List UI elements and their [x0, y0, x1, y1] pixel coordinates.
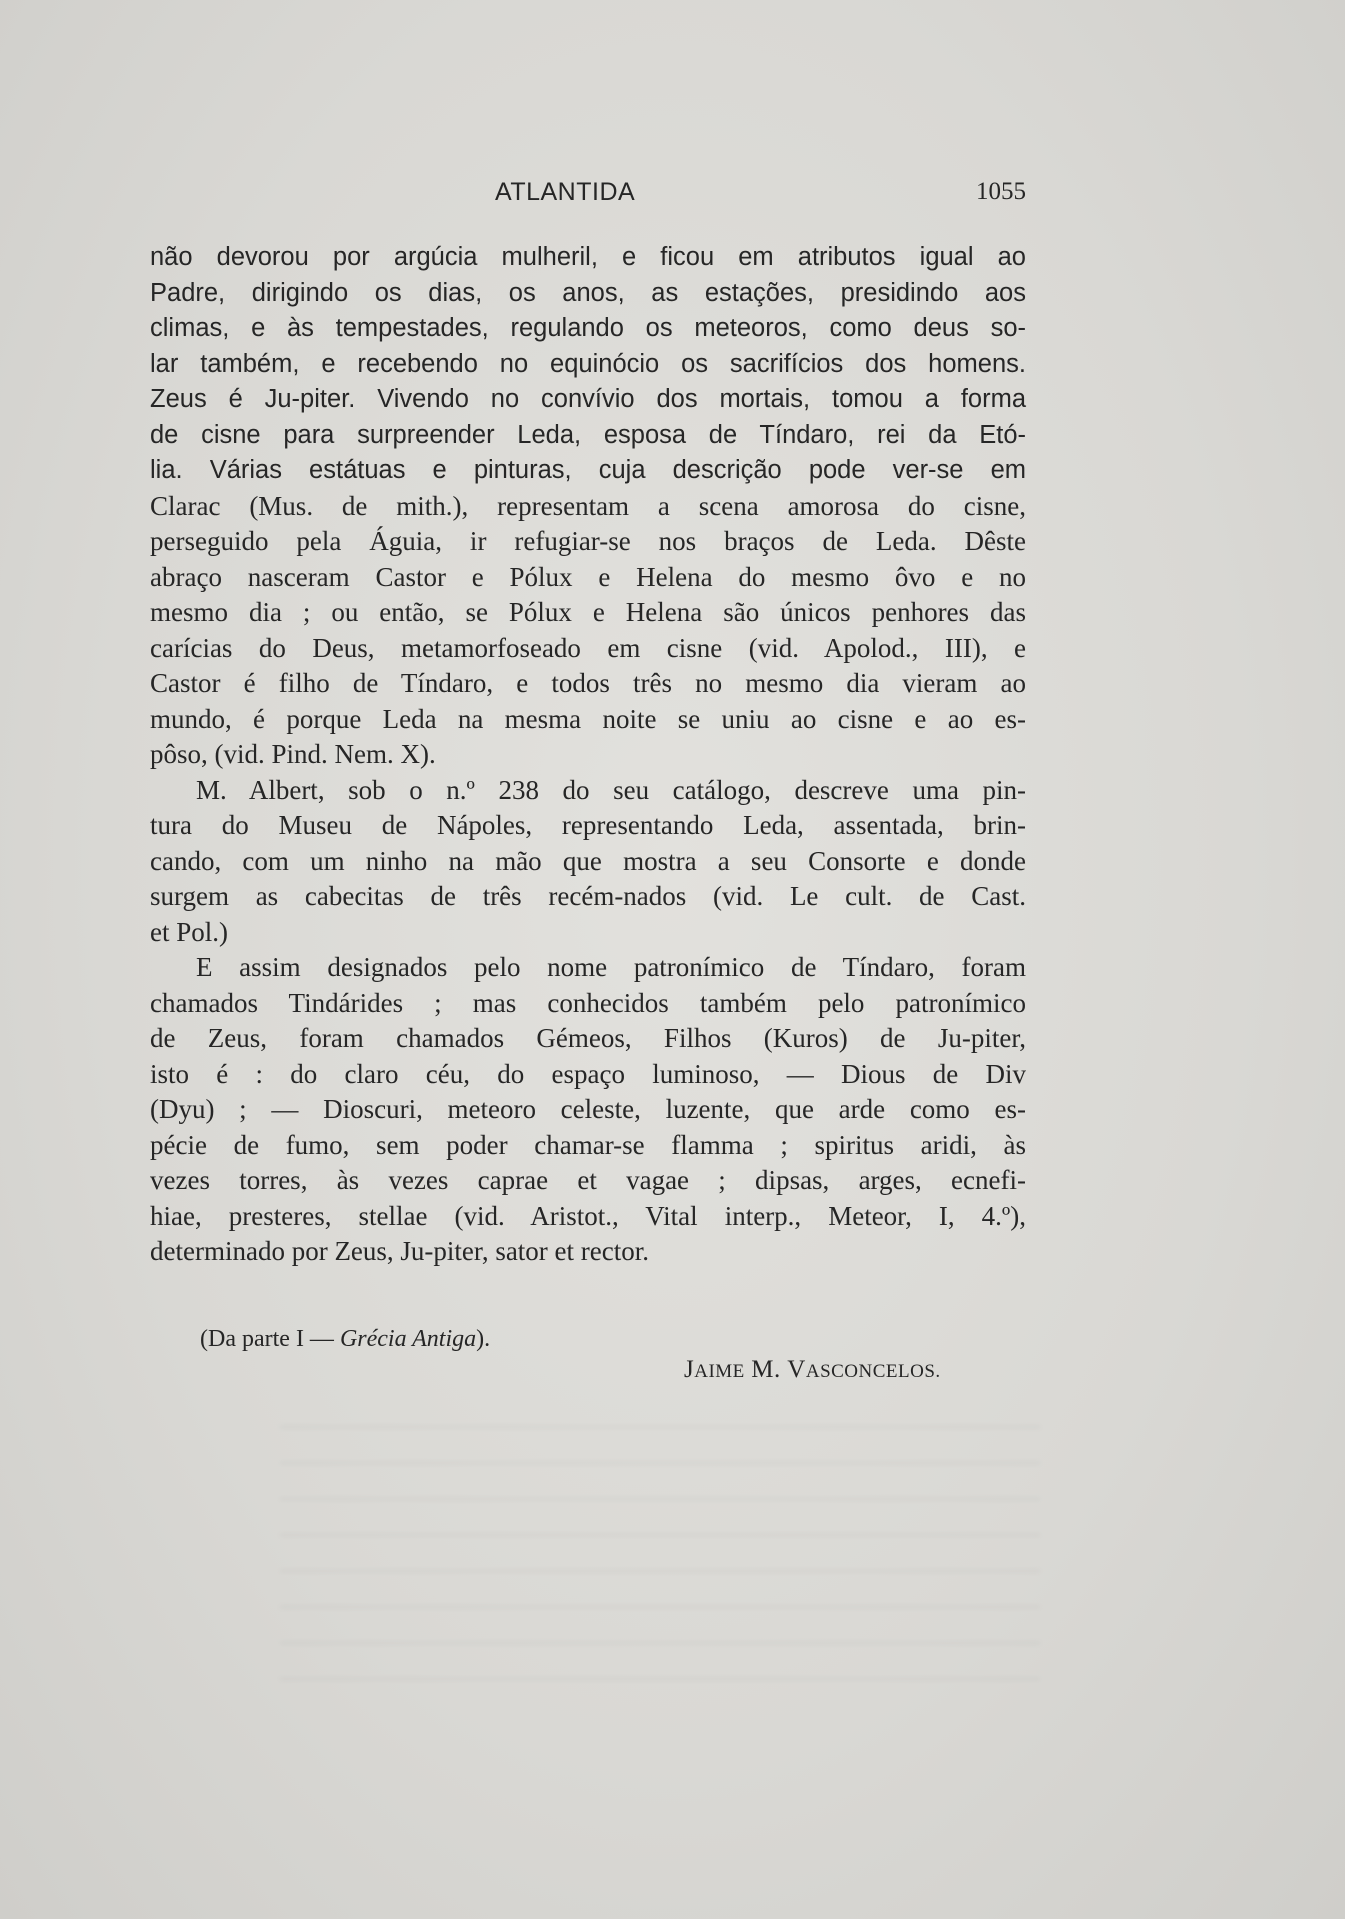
text-line: abraço nasceram Castor e Pólux e Helena do mesmo ôvo e no: [150, 561, 1026, 592]
text-line: surgem as cabecitas de três recém-nados (vid. Le cult. de Cast.: [150, 881, 1026, 911]
author-last-initial: V: [787, 1356, 806, 1383]
running-title: ATLANTIDA: [495, 178, 636, 206]
text-line: et Pol.): [150, 916, 228, 947]
text-line: carícias do Deus, metamorfoseado em cisne (vid. Apolod., III), e: [150, 632, 1026, 663]
source-title: Grécia Antiga: [339, 1326, 477, 1352]
text-line: climas, e às tempestades, regulando os meteoros, como deus so-: [150, 314, 1026, 342]
text-line: tura do Museu de Nápoles, representando Leda, assentada, brin-: [150, 810, 1026, 840]
text-line: pôso, (vid. Pind. Nem. X).: [150, 739, 436, 769]
source-note: [200, 1326, 490, 1353]
author-last-rest: ASCONCELOS.: [805, 1361, 941, 1382]
text-line: de Zeus, foram chamados Gémeos, Filhos (Kuros) de Ju-piter,: [150, 1023, 1026, 1053]
page-number: 1055: [976, 178, 1026, 205]
body-text: [150, 240, 1026, 1270]
text-line: vezes torres, às vezes caprae et vagae ; dipsas, arges, ecnefi-: [150, 1165, 1026, 1195]
bleed-through-texture: [280, 1400, 1040, 1700]
source-suffix: ).: [476, 1326, 491, 1352]
text-line: de cisne para surpreender Leda, esposa de Tíndaro, rei da Etó-: [150, 420, 1026, 449]
text-line: (Dyu) ; — Dioscuri, meteoro celeste, luzente, que arde como es-: [150, 1094, 1026, 1124]
text-line: pécie de fumo, sem poder chamar-se flamma ; spiritus aridi, às: [150, 1129, 1026, 1160]
text-line: Padre, dirigindo os dias, os anos, as estações, presidindo aos: [150, 278, 1026, 307]
page-header: [150, 178, 1026, 208]
text-line: Zeus é Ju-piter. Vivendo no convívio dos mortais, tomou a forma: [150, 385, 1026, 413]
text-line: hiae, presteres, stellae (vid. Aristot., Vital interp., Meteor, I, 4.º),: [150, 1200, 1026, 1231]
text-line: perseguido pela Águia, ir refugiar-se nos braços de Leda. Dêste: [150, 526, 1026, 556]
text-line: não devorou por argúcia mulheril, e ficou em atributos igual ao: [150, 243, 1026, 271]
text-line: determinado por Zeus, Ju-piter, sator et rector.: [150, 1236, 649, 1266]
author-first-initial: J: [684, 1356, 695, 1383]
text-line: isto é : do claro céu, do espaço luminoso, — Dious de Div: [150, 1058, 1026, 1089]
source-prefix: (Da parte I —: [200, 1326, 340, 1352]
text-line: M. Albert, sob o n.º 238 do seu catálogo, descreve uma pin-: [196, 774, 1026, 805]
author-signature: [684, 1356, 941, 1384]
text-line: lar também, e recebendo no equinócio os sacrifícios dos homens.: [150, 349, 1026, 378]
text-line: lia. Várias estátuas e pinturas, cuja descrição pode ver-se em: [150, 456, 1026, 484]
author-first-rest: AIME: [694, 1361, 745, 1382]
text-line: Clarac (Mus. de mith.), representam a scena amorosa do cisne,: [150, 490, 1026, 521]
text-line: mundo, é porque Leda na mesma noite se uniu ao cisne e ao es-: [150, 703, 1026, 734]
text-line: Castor é filho de Tíndaro, e todos três no mesmo dia vieram ao: [150, 668, 1026, 698]
text-line: mesmo dia ; ou então, se Pólux e Helena são únicos penhores das: [150, 597, 1026, 627]
text-line: E assim designados pelo nome patronímico de Tíndaro, foram: [196, 952, 1026, 982]
text-line: chamados Tindárides ; mas conhecidos também pelo patronímico: [150, 987, 1026, 1018]
author-middle: M.: [751, 1356, 781, 1383]
text-line: cando, com um ninho na mão que mostra a seu Consorte e donde: [150, 845, 1026, 876]
